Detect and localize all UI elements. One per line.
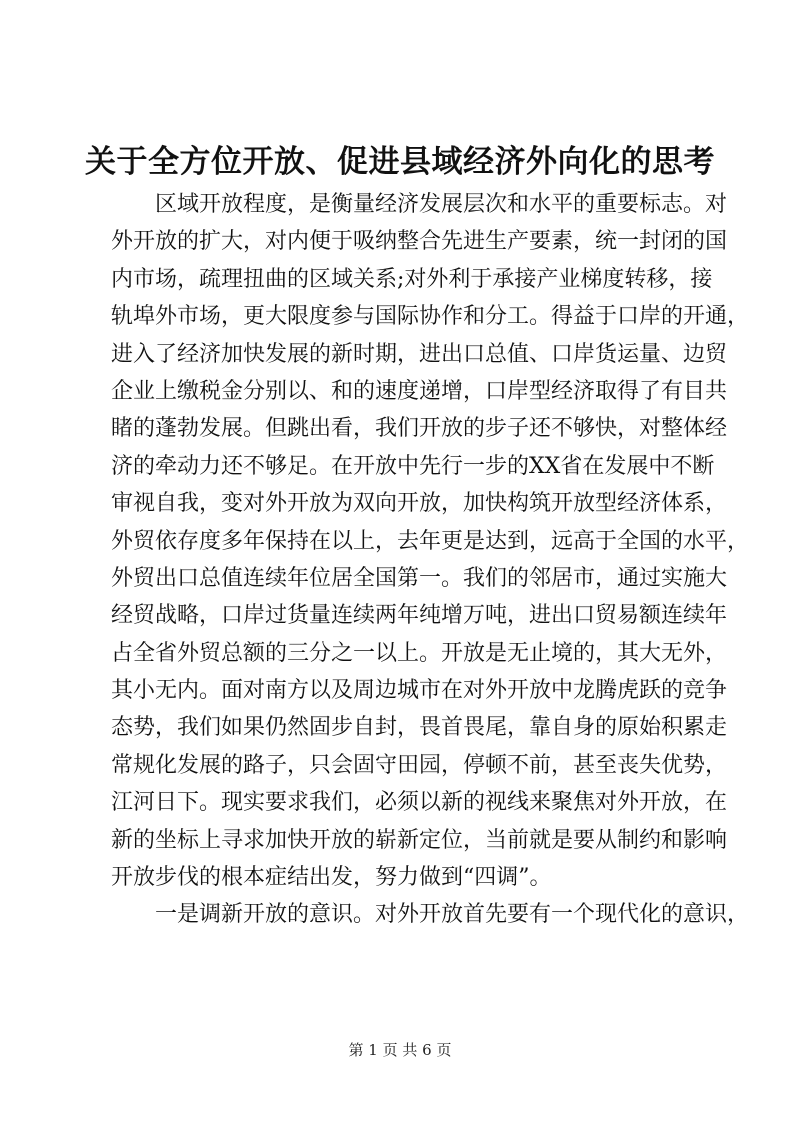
paragraph-line: 内市场，疏理扭曲的区域关系;对外利于承接产业梯度转移，接 bbox=[111, 266, 713, 292]
paragraph-line: 新的坐标上寻求加快开放的崭新定位，当前就是要从制约和影响 bbox=[111, 827, 728, 853]
paragraph-line: 区域开放程度，是衡量经济发展层次和水平的重要标志。对 bbox=[155, 192, 728, 217]
paragraph-line: 审视自我，变对外开放为双向开放，加快构筑开放型经济体系， bbox=[111, 491, 728, 517]
paragraph-line: 济的牵动力还不够足。在开放中先行一步的XX省在发展中不断 bbox=[111, 453, 715, 479]
paragraph-line: 进入了经济加快发展的新时期，进出口总值、口岸货运量、边贸 bbox=[111, 341, 728, 367]
page-number-footer: 第 1 页 共 6 页 bbox=[348, 1041, 452, 1059]
paragraph-line: 一是调新开放的意识。对外开放首先要有一个现代化的意识， bbox=[155, 902, 750, 928]
paragraph-line: 轨埠外市场，更大限度参与国际协作和分工。得益于口岸的开通， bbox=[111, 304, 750, 330]
document-title: 关于全方位开放、促进县域经济外向化的思考 bbox=[85, 144, 715, 180]
paragraph-line: 江河日下。现实要求我们，必须以新的视线来聚焦对外开放，在 bbox=[111, 790, 728, 816]
paragraph-line: 占全省外贸总额的三分之一以上。开放是无止境的，其大无外， bbox=[111, 640, 728, 666]
paragraph-line: 常规化发展的路子，只会固守田园，停顿不前，甚至丧失优势， bbox=[111, 752, 728, 778]
paragraph-line: 经贸战略，口岸过货量连续两年纯增万吨，进出口贸易额连续年 bbox=[111, 603, 728, 629]
document-body bbox=[111, 186, 750, 934]
paragraph-line: 外贸出口总值连续年位居全国第一。我们的邻居市，通过实施大 bbox=[111, 565, 728, 591]
paragraph-line: 开放步伐的根本症结出发，努力做到“四调”。 bbox=[111, 865, 552, 891]
paragraph-line: 企业上缴税金分别以、和的速度递增，口岸型经济取得了有目共 bbox=[111, 378, 728, 404]
paragraph-line: 态势，我们如果仍然固步自封，畏首畏尾，靠自身的原始积累走 bbox=[111, 715, 728, 741]
paragraph-line: 睹的蓬勃发展。但跳出看，我们开放的步子还不够快，对整体经 bbox=[111, 416, 728, 442]
paragraph-line: 外开放的扩大，对内便于吸纳整合先进生产要素，统一封闭的国 bbox=[111, 229, 728, 255]
paragraph-line: 外贸依存度多年保持在以上，去年更是达到，远高于全国的水平， bbox=[111, 528, 750, 554]
paragraph-line: 其小无内。面对南方以及周边城市在对外开放中龙腾虎跃的竞争 bbox=[111, 678, 728, 704]
